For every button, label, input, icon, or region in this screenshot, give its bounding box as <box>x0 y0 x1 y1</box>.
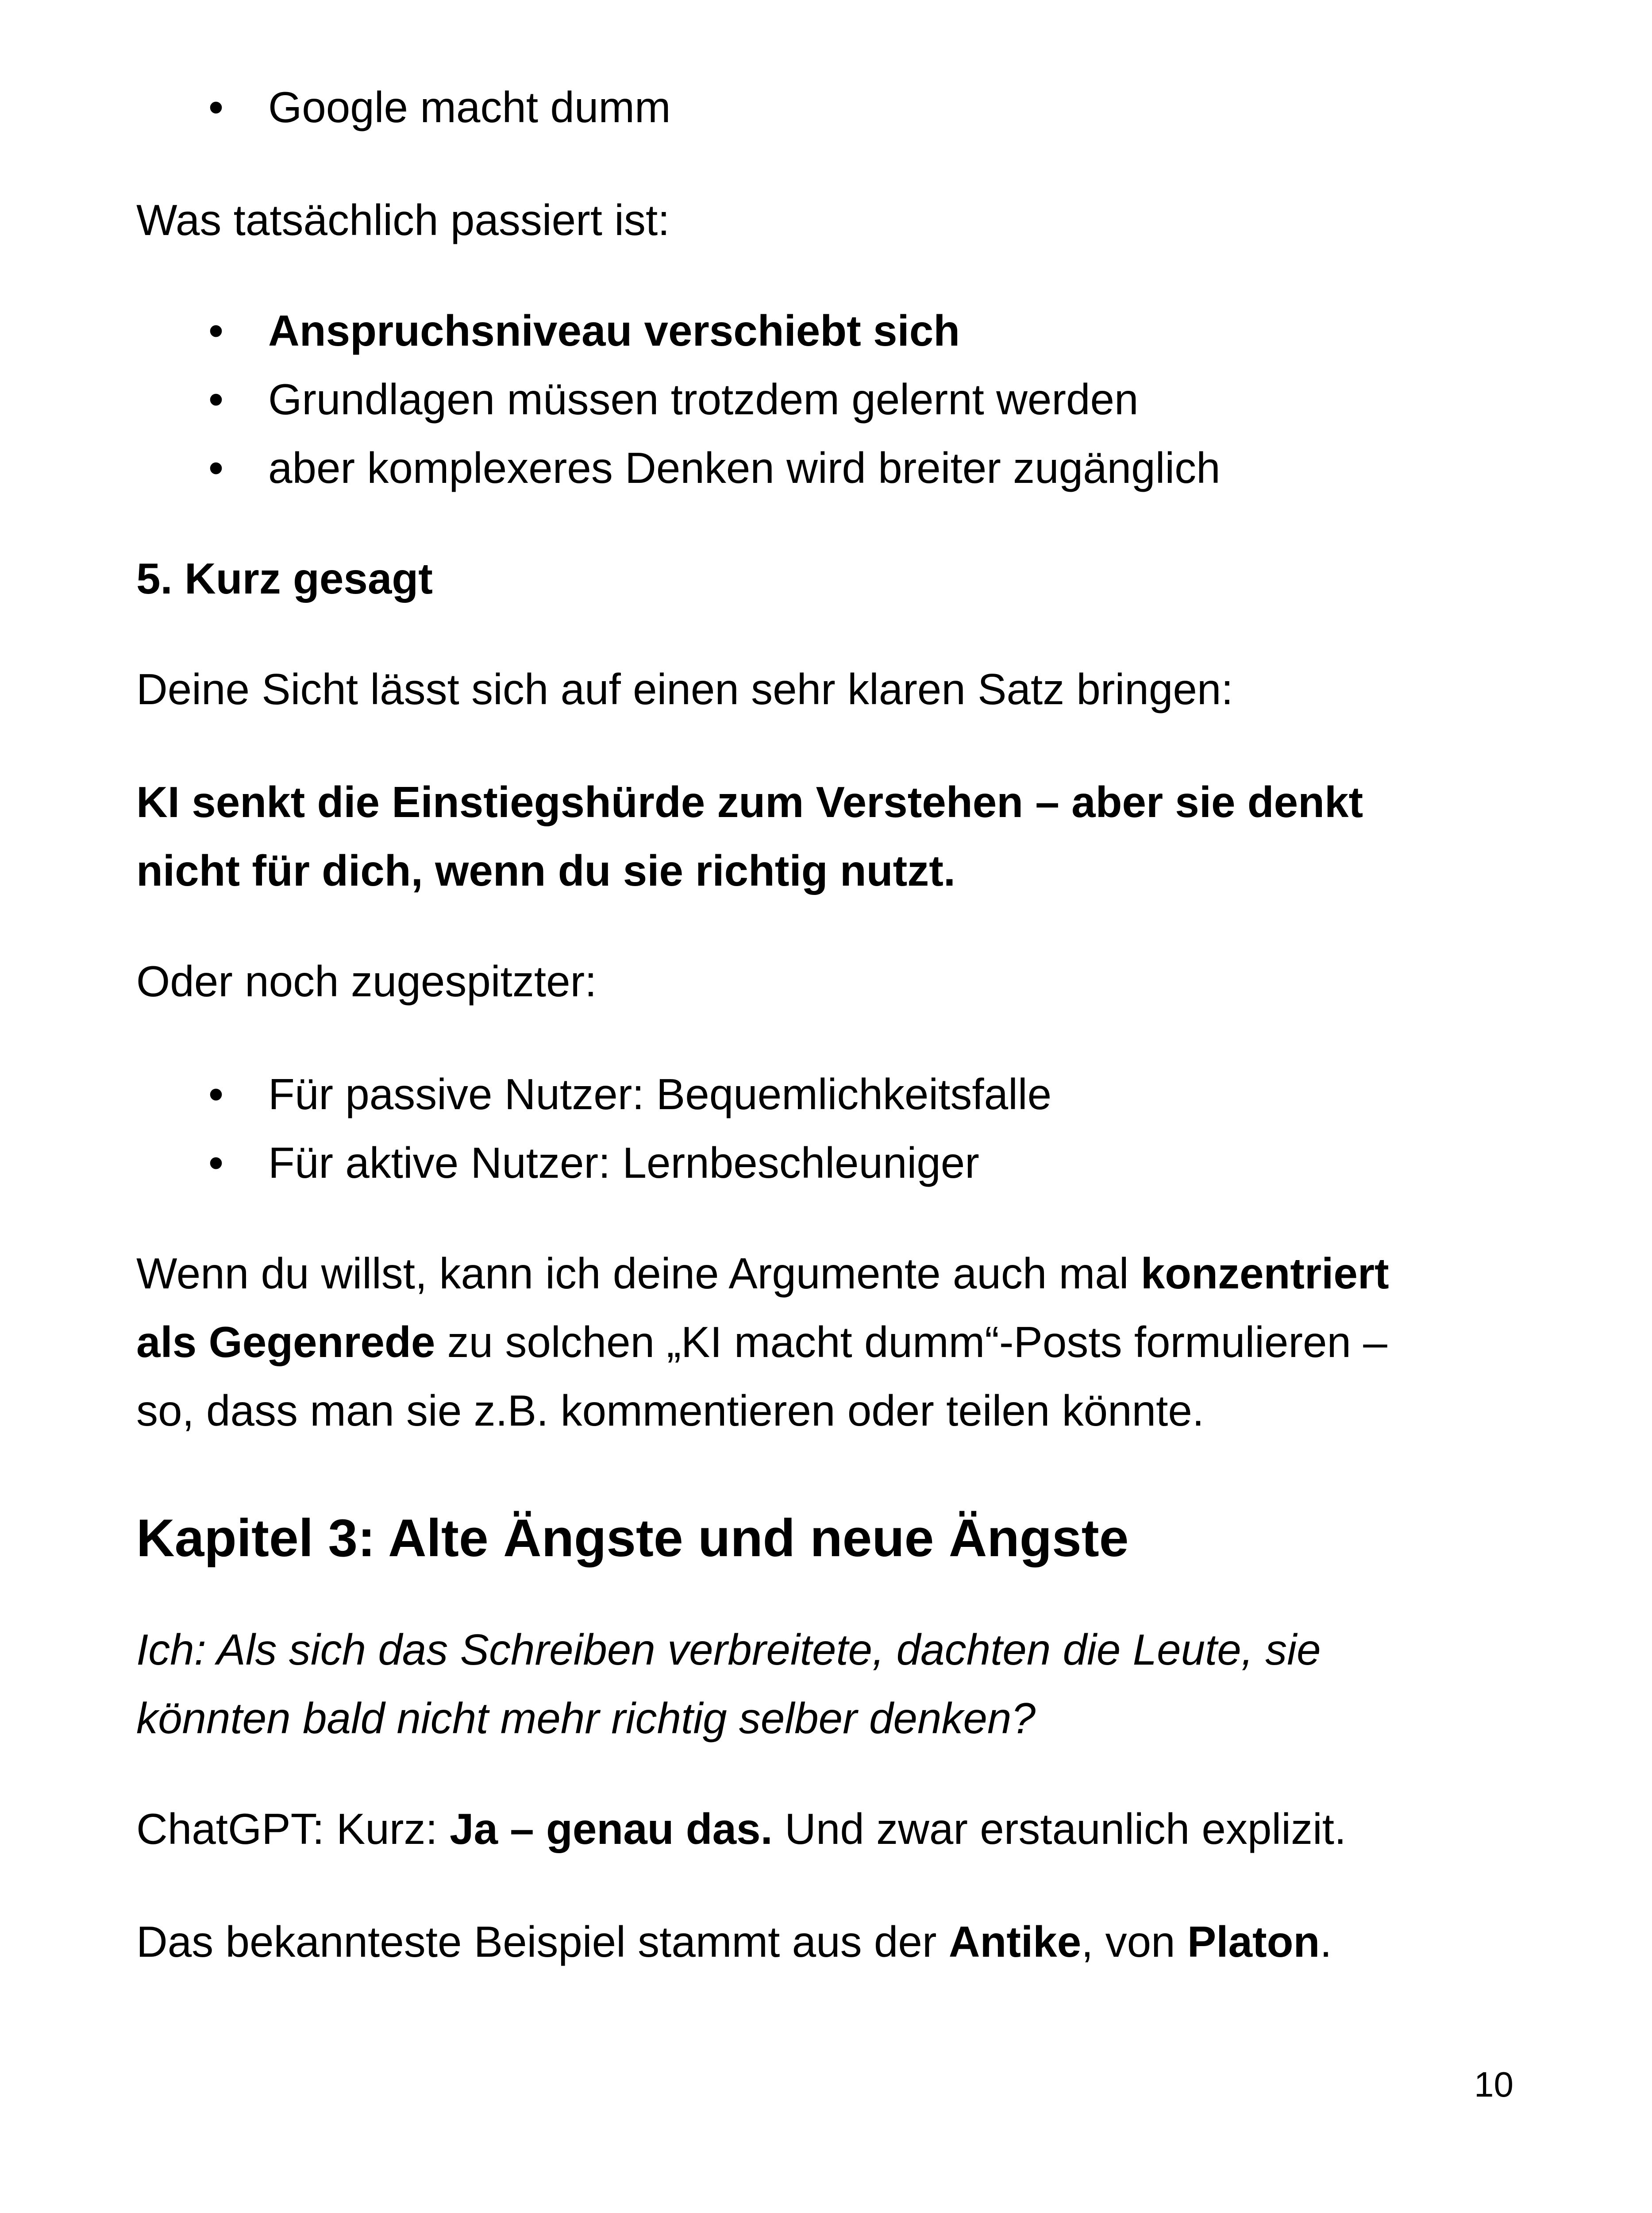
emphasis: konzentriert <box>1140 1249 1389 1298</box>
emphasis: Antike <box>948 1917 1082 1966</box>
list-item-text: Anspruchsniveau verschiebt sich <box>268 306 960 355</box>
thesis-line: KI senkt die Einstiegshürde zum Verstehen – aber sie denkt <box>136 778 1363 826</box>
thesis-line: nicht für dich, wenn du sie richtig nutzt. <box>136 846 956 895</box>
list-item-text: aber komplexeres Denken wird breiter zugänglich <box>268 443 1221 492</box>
text-span: zu solchen „KI macht dumm“-Posts formulieren – <box>435 1318 1387 1366</box>
emphasis: Ja – genau das. <box>450 1804 773 1853</box>
bullet-icon: • <box>208 443 224 492</box>
text-span: Und zwar erstaunlich explizit. <box>772 1804 1347 1853</box>
list-item-text: Für passive Nutzer: Bequemlichkeitsfalle <box>268 1070 1052 1118</box>
paragraph: Deine Sicht lässt sich auf einen sehr klaren Satz bringen: <box>136 665 1233 713</box>
list-item <box>136 1129 1530 1197</box>
list-item <box>136 365 1530 434</box>
text-span: , von <box>1081 1917 1187 1966</box>
page-number: 10 <box>1474 2065 1513 2104</box>
list-item <box>136 1060 1530 1129</box>
question-line: Ich: Als sich das Schreiben verbreitete, dachten die Leute, sie <box>136 1625 1321 1674</box>
bullet-icon: • <box>208 306 224 355</box>
bullet-icon: • <box>208 83 224 131</box>
list-item <box>136 434 1530 502</box>
paragraph-line <box>136 1908 1530 1976</box>
text-span: ChatGPT: Kurz: <box>136 1804 450 1853</box>
list-item-text: Für aktive Nutzer: Lernbeschleuniger <box>268 1138 979 1187</box>
paragraph: Oder noch zugespitzter: <box>136 957 597 1006</box>
chapter-title: Kapitel 3: Alte Ängste und neue Ängste <box>136 1508 1129 1568</box>
answer-line <box>136 1795 1530 1863</box>
question-line: könnten bald nicht mehr richtig selber denken? <box>136 1694 1036 1743</box>
list-item-text: Grundlagen müssen trotzdem gelernt werden <box>268 375 1139 424</box>
bullet-icon: • <box>208 1070 224 1118</box>
section-heading: 5. Kurz gesagt <box>136 554 433 603</box>
paragraph-line: so, dass man sie z.B. kommentieren oder teilen könnte. <box>136 1386 1205 1435</box>
text-span: . <box>1320 1917 1332 1966</box>
paragraph-line <box>136 1239 1530 1308</box>
paragraph-intro: Was tatsächlich passiert ist: <box>136 196 670 244</box>
text-span: Wenn du willst, kann ich deine Argumente auch mal <box>136 1249 1141 1298</box>
list-item-text: Google macht dumm <box>268 83 671 131</box>
emphasis: als Gegenrede <box>136 1318 435 1366</box>
emphasis: Platon <box>1187 1917 1320 1966</box>
bullet-icon: • <box>208 1138 224 1187</box>
bullet-icon: • <box>208 375 224 424</box>
list-item <box>136 297 1530 365</box>
text-span: Das bekannteste Beispiel stammt aus der <box>136 1917 949 1966</box>
list-item <box>136 73 1530 142</box>
paragraph-line <box>136 1308 1530 1376</box>
